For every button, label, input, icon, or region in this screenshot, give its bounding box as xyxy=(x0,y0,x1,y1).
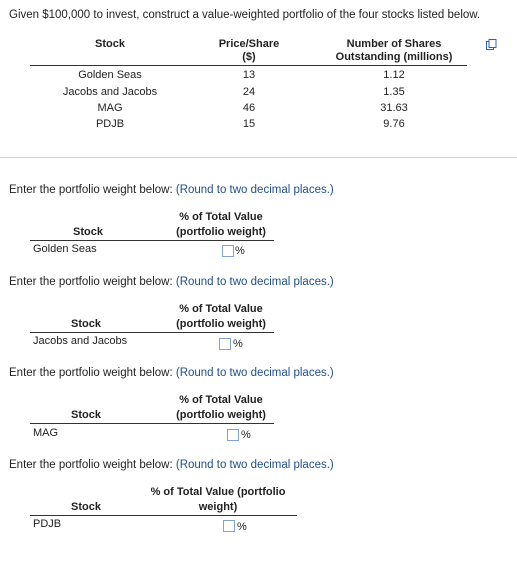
header-weight-line1: % of Total Value (portfolio xyxy=(150,486,286,498)
answer-table-rule xyxy=(30,423,274,424)
table-cell-price: 24 xyxy=(242,86,256,98)
stock-name: MAG xyxy=(33,427,59,439)
table-cell-price: 15 xyxy=(242,118,256,130)
header-weight-line1: % of Total Value xyxy=(179,394,263,406)
table-cell-stock: Jacobs and Jacobs xyxy=(62,86,158,98)
header-stock: Stock xyxy=(95,38,125,50)
table-cell-shares: 1.35 xyxy=(383,86,405,98)
weight-input[interactable] xyxy=(227,429,239,441)
weight-input[interactable] xyxy=(222,245,234,257)
prompt xyxy=(9,367,334,379)
stock-name: Golden Seas xyxy=(33,243,97,255)
prompt-text: Enter the portfolio weight below: xyxy=(9,367,173,379)
header-shares-line1: Number of Shares xyxy=(346,38,442,50)
weight-input[interactable] xyxy=(223,520,235,532)
prompt xyxy=(9,276,334,288)
header-stock: Stock xyxy=(71,318,101,330)
rounding-hint: (Round to two decimal places.) xyxy=(175,459,334,471)
header-weight-line1: % of Total Value xyxy=(179,303,263,315)
header-shares-line2: Outstanding (millions) xyxy=(335,51,453,63)
table-cell-shares: 9.76 xyxy=(383,118,405,130)
table-cell-shares: 1.12 xyxy=(383,69,405,81)
percent-sign: % xyxy=(237,521,247,533)
header-stock: Stock xyxy=(71,409,101,421)
table-cell-price: 13 xyxy=(242,69,256,81)
weight-input[interactable] xyxy=(219,338,231,350)
answer-table-rule xyxy=(30,240,274,241)
percent-sign: % xyxy=(241,429,251,441)
table-cell-price: 46 xyxy=(242,102,256,114)
table-header-rule xyxy=(30,65,467,66)
header-weight-line2: (portfolio weight) xyxy=(176,226,266,238)
problem-statement: Given $100,000 to invest, construct a value-weighted portfolio of the four stocks listed below. xyxy=(9,9,481,21)
header-stock: Stock xyxy=(73,226,103,238)
stock-name: PDJB xyxy=(33,518,62,530)
header-stock: Stock xyxy=(71,501,101,513)
header-weight-line2: (portfolio weight) xyxy=(176,318,266,330)
table-cell-stock: MAG xyxy=(97,102,123,114)
answer-table-rule xyxy=(30,515,297,516)
table-cell-shares: 31.63 xyxy=(380,102,408,114)
copy-icon[interactable] xyxy=(486,39,497,50)
prompt-text: Enter the portfolio weight below: xyxy=(9,184,173,196)
header-price-line1: Price/Share xyxy=(218,38,280,50)
table-cell-stock: PDJB xyxy=(95,118,125,130)
table-cell-stock: Golden Seas xyxy=(78,69,142,81)
prompt-text: Enter the portfolio weight below: xyxy=(9,276,173,288)
rounding-hint: (Round to two decimal places.) xyxy=(175,276,334,288)
prompt xyxy=(9,184,334,196)
header-price-line2: ($) xyxy=(242,51,256,63)
rounding-hint: (Round to two decimal places.) xyxy=(175,184,334,196)
rounding-hint: (Round to two decimal places.) xyxy=(175,367,334,379)
header-weight-line2: weight) xyxy=(198,501,238,513)
percent-sign: % xyxy=(233,338,243,350)
header-weight-line1: % of Total Value xyxy=(179,211,263,223)
stock-name: Jacobs and Jacobs xyxy=(33,335,128,347)
percent-sign: % xyxy=(235,245,245,257)
prompt-text: Enter the portfolio weight below: xyxy=(9,459,173,471)
answer-table-rule xyxy=(30,332,274,333)
header-weight-line2: (portfolio weight) xyxy=(176,409,266,421)
section-divider xyxy=(0,157,517,158)
prompt xyxy=(9,459,334,471)
